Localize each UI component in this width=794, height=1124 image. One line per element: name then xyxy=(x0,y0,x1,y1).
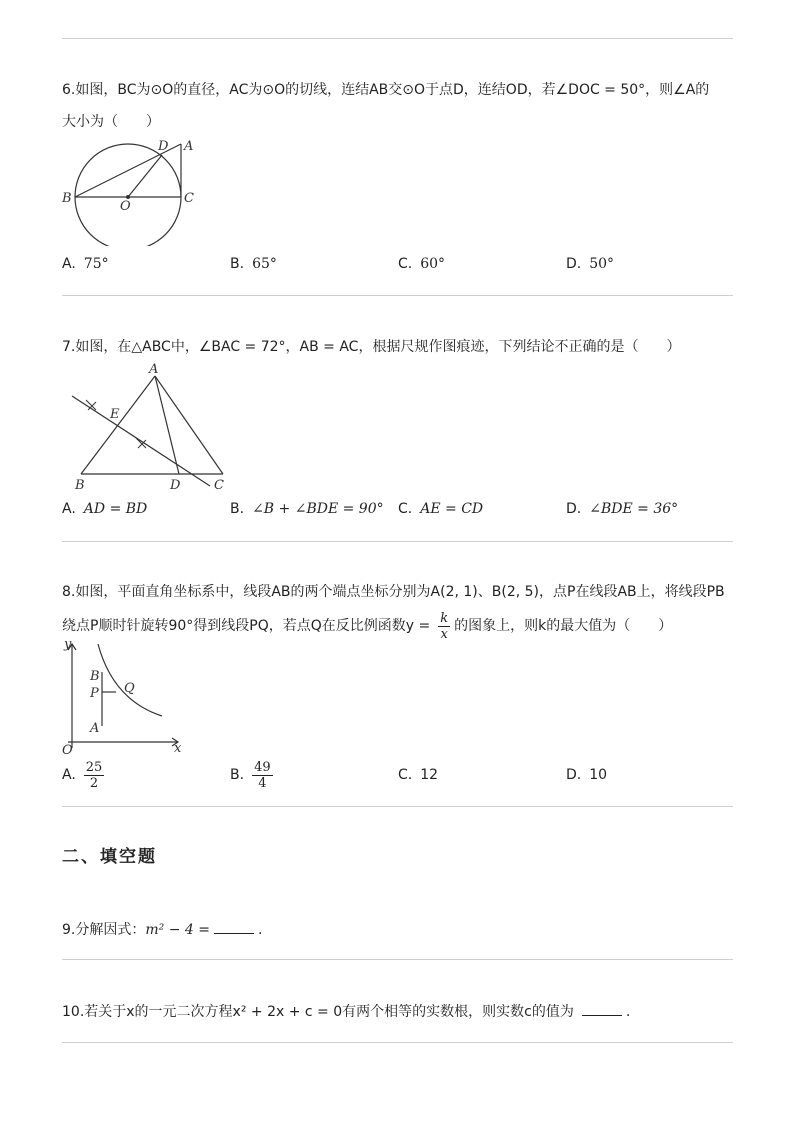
q6-option-d: D. 50° xyxy=(566,256,615,272)
q8-option-b: B. $\frac{49}{4}$ xyxy=(230,759,271,791)
q10-answer-blank xyxy=(582,1001,622,1016)
q10-text: 10.若关于x的一元二次方程x² + 2x + c = 0有两个相等的实数根，则实数c的值为 . xyxy=(62,1001,630,1022)
q8-label-O: O xyxy=(62,743,73,756)
q8-option-d: D. 10 xyxy=(566,767,608,783)
q8-label-y: y xyxy=(64,637,72,652)
q7-label-C: C xyxy=(214,478,224,492)
q8-fraction-k-over-x: $\frac{k}{x}$ xyxy=(440,610,449,642)
q6-label-C: C xyxy=(184,191,194,206)
divider xyxy=(62,806,733,807)
q8-label-x: x xyxy=(174,741,182,756)
q6-circle-figure xyxy=(60,136,210,246)
q8-coordinate-figure xyxy=(58,636,198,756)
q6-option-a: A. 75° xyxy=(62,256,109,272)
q8-label-Q: Q xyxy=(124,681,135,696)
q6-label-A: A xyxy=(184,139,194,154)
q7-label-A: A xyxy=(149,362,159,377)
q7-option-c: C. AE = CD xyxy=(398,501,484,517)
q8-option-c: C. 12 xyxy=(398,767,439,783)
q6-option-b: B. 65° xyxy=(230,256,277,272)
q8-text-line1: 8.如图，平面直角坐标系中，线段AB的两个端点坐标分别为A(2, 1)、B(2, 5)，点P在线段AB上，将线段PB xyxy=(62,584,725,600)
divider xyxy=(62,1042,733,1043)
q9-answer-blank xyxy=(214,919,254,934)
divider xyxy=(62,541,733,542)
section-title: 二、填空题 xyxy=(62,847,157,867)
q6-text-line1: 6.如图，BC为⊙O的直径，AC为⊙O的切线，连结AB交⊙O于点D，连结OD，若∠DOC = 50°，则∠A的 xyxy=(62,82,710,98)
q7-option-b: B. ∠B + ∠BDE = 90° xyxy=(230,501,384,517)
q7-option-d: D. ∠BDE = 36° xyxy=(566,501,679,517)
q6-option-c: C. 60° xyxy=(398,256,446,272)
q8-text-line2-b: 的图象上，则k的最大值为（ ） xyxy=(454,618,673,634)
q8-label-B: B xyxy=(90,669,100,684)
q8-label-A: A xyxy=(90,721,100,736)
divider xyxy=(62,38,733,39)
q9-expression: m² − 4 = xyxy=(145,922,210,938)
q6-label-D: D xyxy=(158,139,169,154)
q7-label-D: D xyxy=(170,478,181,492)
q7-text-line1: 7.如图，在△ABC中，∠BAC = 72°，AB = AC，根据尺规作图痕迹，下列结论不正确的是（ ） xyxy=(62,339,681,355)
q7-label-E: E xyxy=(110,407,120,422)
q6-text-line2: 大小为（ ） xyxy=(62,114,160,130)
q8-option-a: A. $\frac{25}{2}$ xyxy=(62,759,103,791)
divider xyxy=(62,295,733,296)
divider xyxy=(62,959,733,960)
q7-option-a: A. AD = BD xyxy=(62,501,148,517)
q8-text-line2-a: 绕点P顺时针旋转90°得到线段PQ，若点Q在反比例函数y = xyxy=(62,618,431,634)
q8-label-P: P xyxy=(90,686,99,701)
q9-text: 9.分解因式：m² − 4 = . xyxy=(62,919,262,940)
q7-triangle-figure xyxy=(62,362,242,492)
q6-label-B: B xyxy=(62,191,72,206)
q6-label-O: O xyxy=(120,199,131,214)
q7-label-B: B xyxy=(75,478,85,492)
